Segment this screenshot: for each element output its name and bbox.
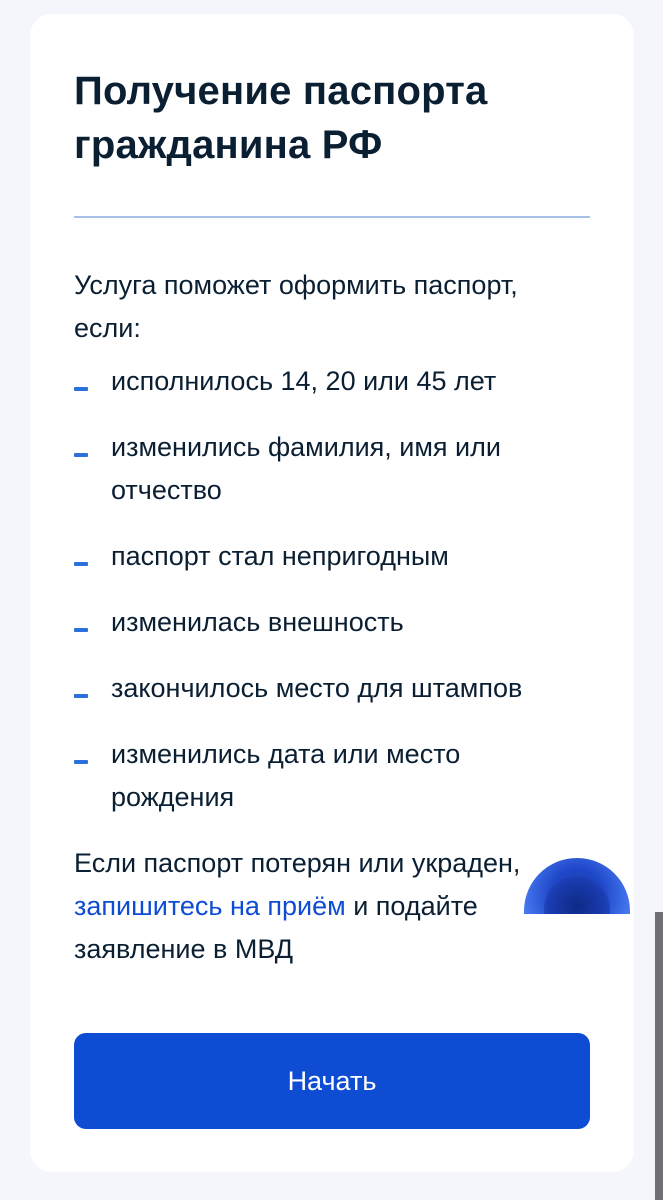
condition-text: изменилась внешность (111, 607, 404, 637)
condition-text: паспорт стал непригодным (111, 541, 449, 571)
condition-item (74, 601, 590, 644)
service-card (30, 14, 634, 1172)
dash-bullet-icon (74, 453, 88, 457)
dash-bullet-icon (74, 694, 88, 698)
dash-bullet-icon (74, 387, 88, 391)
condition-text: исполнилось 14, 20 или 45 лет (111, 366, 497, 396)
condition-text: изменились фамилия, имя или отчество (111, 432, 501, 505)
condition-text: изменились дата или место рождения (111, 739, 461, 812)
dash-bullet-icon (74, 760, 88, 764)
dash-bullet-icon (74, 562, 88, 566)
title-divider (74, 216, 590, 218)
note-prefix: Если паспорт потерян или украден, (74, 848, 521, 878)
start-button[interactable]: Начать (74, 1033, 590, 1129)
condition-item (74, 426, 590, 512)
page-scrollbar[interactable] (655, 912, 663, 1200)
page-title: Получение паспорта гражданина РФ (74, 69, 488, 167)
service-intro: Услуга поможет оформить паспорт, если: (74, 270, 518, 343)
lost-passport-note (74, 842, 590, 971)
dash-bullet-icon (74, 628, 88, 632)
appointment-link[interactable]: запишитесь на приём (74, 891, 346, 921)
condition-item (74, 360, 590, 403)
conditions-list (74, 360, 590, 819)
assistant-orb (544, 876, 610, 914)
note-suffix: и подайте заявление в МВД (74, 891, 478, 964)
condition-text: закончилось место для штампов (111, 673, 523, 703)
condition-item (74, 667, 590, 710)
condition-item (74, 733, 590, 819)
condition-item (74, 535, 590, 578)
